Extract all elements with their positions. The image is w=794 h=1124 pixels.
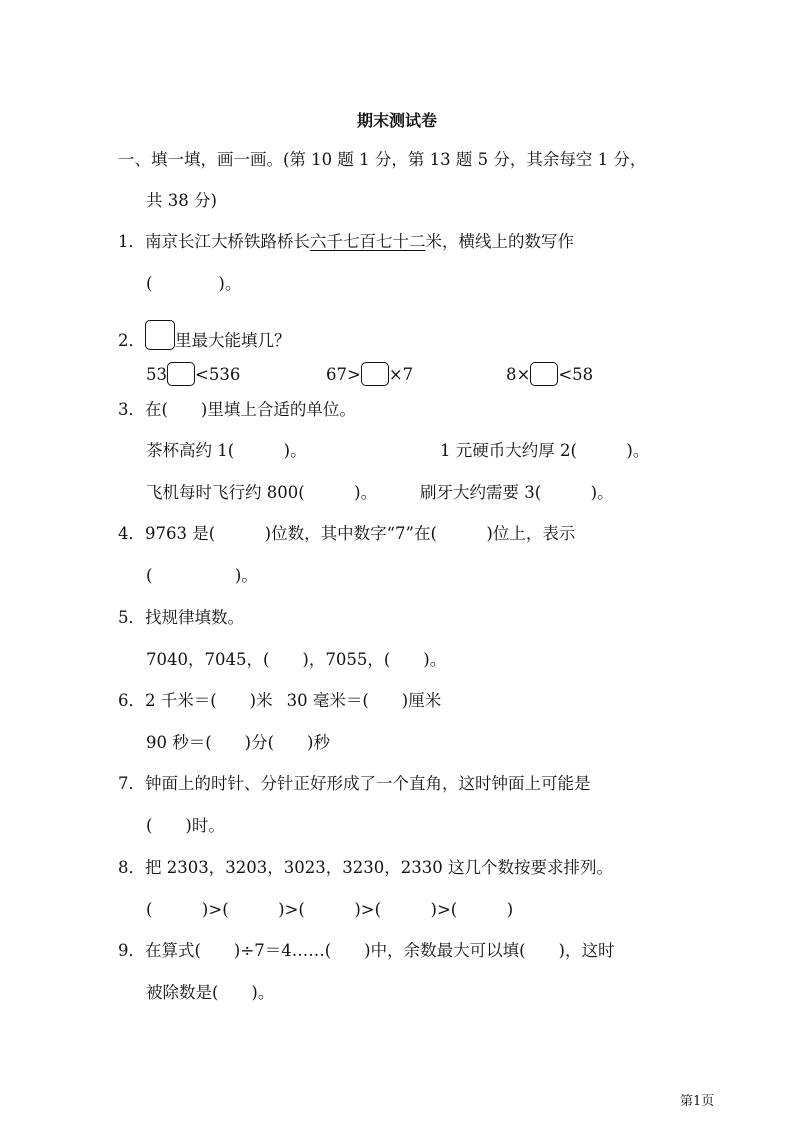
q6-number: 6．: [118, 691, 145, 710]
q9-number: 9．: [118, 941, 145, 960]
q2-item-2: [326, 362, 413, 387]
q7-number: 7．: [118, 774, 145, 793]
q2-text: 里最大能填几？: [175, 331, 291, 350]
q3-item-d[interactable]: 刷牙大约需要 3( )。: [420, 483, 614, 502]
q8-text: 把 2303，3203，3023，3230，2330 这几个数按要求排列。: [145, 858, 613, 877]
q1-underlined-number: 六千七百七十二: [310, 232, 426, 251]
q2-item-3-pre: 8×: [506, 365, 531, 384]
q1-answer-blank[interactable]: ( )。: [146, 274, 242, 293]
q9-text[interactable]: 在算式( )÷7＝4……( )中，余数最大可以填( )，这时: [145, 941, 615, 960]
q2-item-3: [506, 362, 593, 387]
q7-text: 钟面上的时针、分针正好形成了一个直角，这时钟面上可能是: [145, 774, 591, 793]
q4-text[interactable]: 9763 是( )位数，其中数字“7”在( )位上，表示: [145, 524, 576, 543]
q9-answer-blank[interactable]: 被除数是( )。: [146, 983, 275, 1002]
q1-text-pre: 南京长江大桥铁路桥长: [145, 232, 310, 251]
answer-box[interactable]: [167, 362, 195, 386]
question-6: [118, 689, 441, 713]
q5-number: 5．: [118, 608, 145, 627]
q5-sequence[interactable]: 7040，7045，( )，7055，( )。: [146, 650, 447, 669]
question-1: [118, 230, 574, 254]
question-3: [118, 398, 356, 422]
question-2: [118, 320, 291, 353]
section-heading: 一、填一填，画一画。(第 10 题 1 分，第 13 题 5 分，其余每空 1 分，: [118, 150, 647, 169]
q3-item-b[interactable]: 1 元硬币大约厚 2( )。: [440, 441, 650, 460]
q8-number: 8．: [118, 858, 145, 877]
q3-item-a[interactable]: 茶杯高约 1( )。: [146, 441, 307, 460]
q3-text: 在( )里填上合适的单位。: [145, 400, 356, 419]
q3-item-c[interactable]: 飞机每时飞行约 800( )。: [146, 483, 378, 502]
page-number: 第1页: [680, 1094, 715, 1109]
q2-item-2-post: ×7: [388, 365, 414, 384]
question-7: [118, 772, 591, 796]
q2-item-3-post: <58: [558, 365, 594, 384]
q6-item-b[interactable]: 30 毫米＝( )厘米: [286, 691, 442, 710]
q4-answer-blank[interactable]: ( )。: [146, 566, 258, 585]
q3-number: 3．: [118, 400, 145, 419]
q1-text-post: 米，横线上的数写作: [425, 232, 574, 251]
q5-text: 找规律填数。: [145, 608, 244, 627]
answer-box[interactable]: [361, 362, 389, 386]
question-5: [118, 606, 244, 630]
page-title: 期末测试卷: [356, 111, 437, 130]
q4-number: 4．: [118, 524, 145, 543]
q8-answer-blanks[interactable]: ( )>( )>( )>( )>( ): [146, 900, 514, 919]
answer-box[interactable]: [530, 362, 558, 386]
q2-item-1-pre: 53: [146, 365, 167, 384]
question-9: [118, 939, 614, 963]
q2-number: 2．: [118, 331, 145, 350]
q6-item-a[interactable]: 2 千米＝( )米: [145, 691, 273, 710]
section-heading-cont: 共 38 分): [146, 191, 217, 210]
q2-item-1: [146, 362, 240, 387]
q1-number: 1．: [118, 232, 145, 251]
answer-box[interactable]: [145, 320, 175, 350]
question-4: [118, 522, 575, 546]
q2-item-1-post: <536: [195, 365, 241, 384]
q7-answer-blank[interactable]: ( )时。: [146, 816, 225, 835]
q2-item-2-pre: 67>: [326, 365, 361, 384]
question-8: [118, 856, 613, 880]
q6-item-c[interactable]: 90 秒＝( )分( )秒: [146, 733, 330, 752]
